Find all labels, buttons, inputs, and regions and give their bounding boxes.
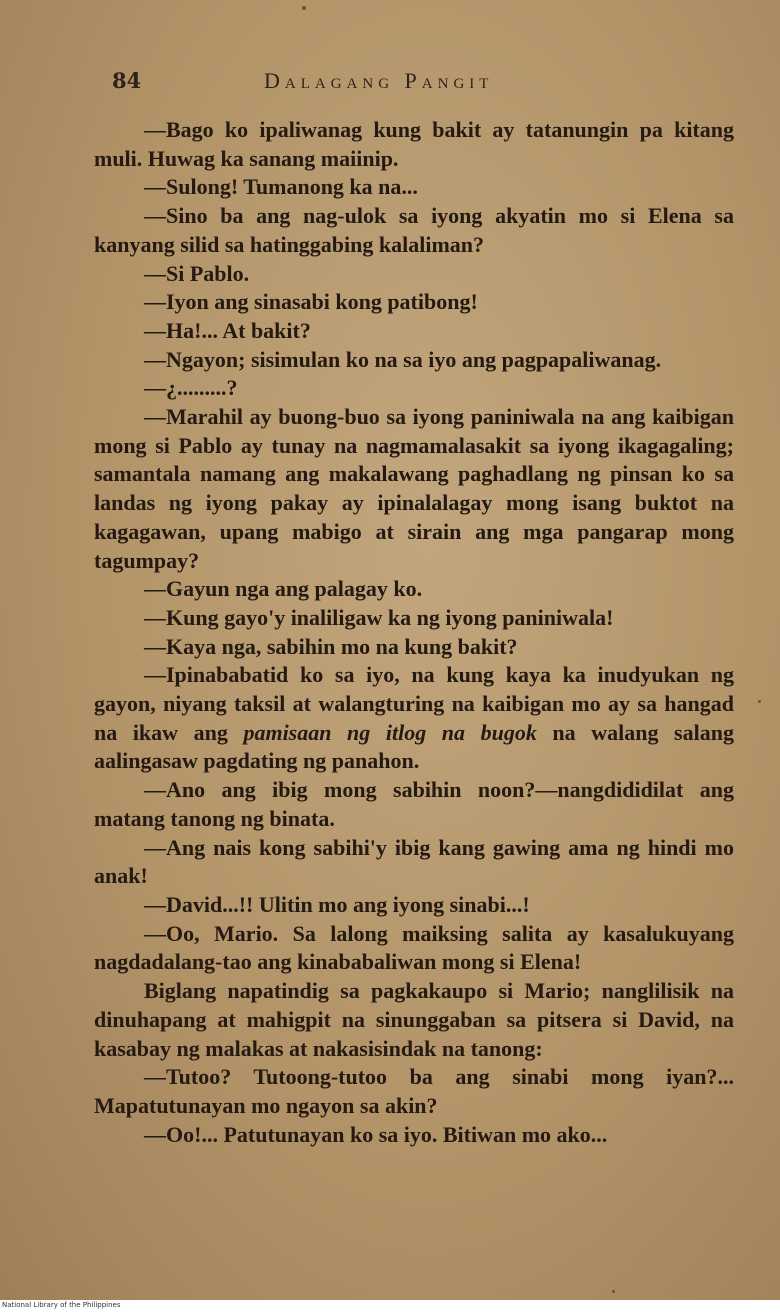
running-title: Dalagang Pangit xyxy=(264,68,494,93)
page-number: 84 xyxy=(112,68,142,93)
paragraph: —Oo!... Patutunayan ko sa iyo. Bitiwan mo ako... xyxy=(144,1121,608,1147)
paragraph: —Kung gayo'y inaliligaw ka ng iyong paniniwala! xyxy=(144,604,614,630)
paper-speck xyxy=(302,6,306,10)
paragraph: —Tutoo? Tutoong-tutoo ba ang sinabi mong iyan?... Mapatutunayan mo ngayon sa akin? xyxy=(94,1064,734,1118)
paragraph: —Ngayon; sisimulan ko na sa iyo ang pagpapaliwanag. xyxy=(144,346,662,372)
paragraph: —Gayun nga ang palagay ko. xyxy=(144,576,423,602)
paragraph: —Sino ba ang nag-ulok sa iyong akyatin mo si Elena sa kanyang silid sa hatinggabing kalaliman? xyxy=(94,203,734,257)
paragraph: —Bago ko ipaliwanag kung bakit ay tatanungin pa kitang muli. Huwag ka sanang maiinip. xyxy=(94,117,734,171)
paper-speck xyxy=(612,1290,615,1293)
paragraph: —Ano ang ibig mong sabihin noon?—nangdididilat ang matang tanong ng binata. xyxy=(94,777,734,831)
paragraph-text: na walang salang aalingasaw pagdating ng panahon. xyxy=(94,719,734,774)
paragraph: Biglang napatindig sa pagkakaupo si Mario; nanglilisik na dinuhapang at mahigpit na sinunggaban sa pitsera si David, na kasabay ng malakas at nakasisindak na tanong: xyxy=(94,978,734,1061)
paragraph-text: —Ipinababatid ko sa iyo, na kung kaya ka inudyukan ng gayon, niyang taksil at walangturing na kaibigan mo ay sa hangad na ikaw ang xyxy=(94,662,734,745)
paragraph: —Ang nais kong sabihi'y ibig kang gawing ama ng hindi mo anak! xyxy=(94,834,734,889)
italic-phrase: pamisaan ng itlog na bugok xyxy=(243,719,537,745)
paragraph xyxy=(94,661,734,776)
page-header xyxy=(112,62,712,102)
paper-speck xyxy=(758,700,761,703)
paragraph: —Marahil ay buong-buo sa iyong paniniwala na ang kaibigan mong si Pablo ay tunay na nagmamalasakit sa iyong ikagagaling; samantala namang ang makalawang paghadlang ng pinsan ko sa landas ng iyong pakay ay ipinalalagay mong isang buktot na kagagawan, upang mabigo at sirain ang mga pangarap mong tagumpay? xyxy=(94,404,734,573)
library-credit: National Library of the Philippines xyxy=(2,1301,121,1309)
body-text xyxy=(94,116,734,1149)
credit-strip xyxy=(0,1300,780,1313)
paragraph: —Sulong! Tumanong ka na... xyxy=(144,174,418,200)
paragraph: —Oo, Mario. Sa lalong maiksing salita ay kasalukuyang nagdadalang-tao ang kinababaliwan mong si Elena! xyxy=(94,920,734,975)
paragraph: —Kaya nga, sabihin mo na kung bakit? xyxy=(144,633,518,659)
paragraph: —Ha!... At bakit? xyxy=(144,317,311,343)
paragraph: —Iyon ang sinasabi kong patibong! xyxy=(144,289,478,315)
paragraph: —David...!! Ulitin mo ang iyong sinabi...! xyxy=(144,891,530,917)
paragraph: —Si Pablo. xyxy=(144,260,250,286)
paragraph: —¿.........? xyxy=(144,375,238,401)
